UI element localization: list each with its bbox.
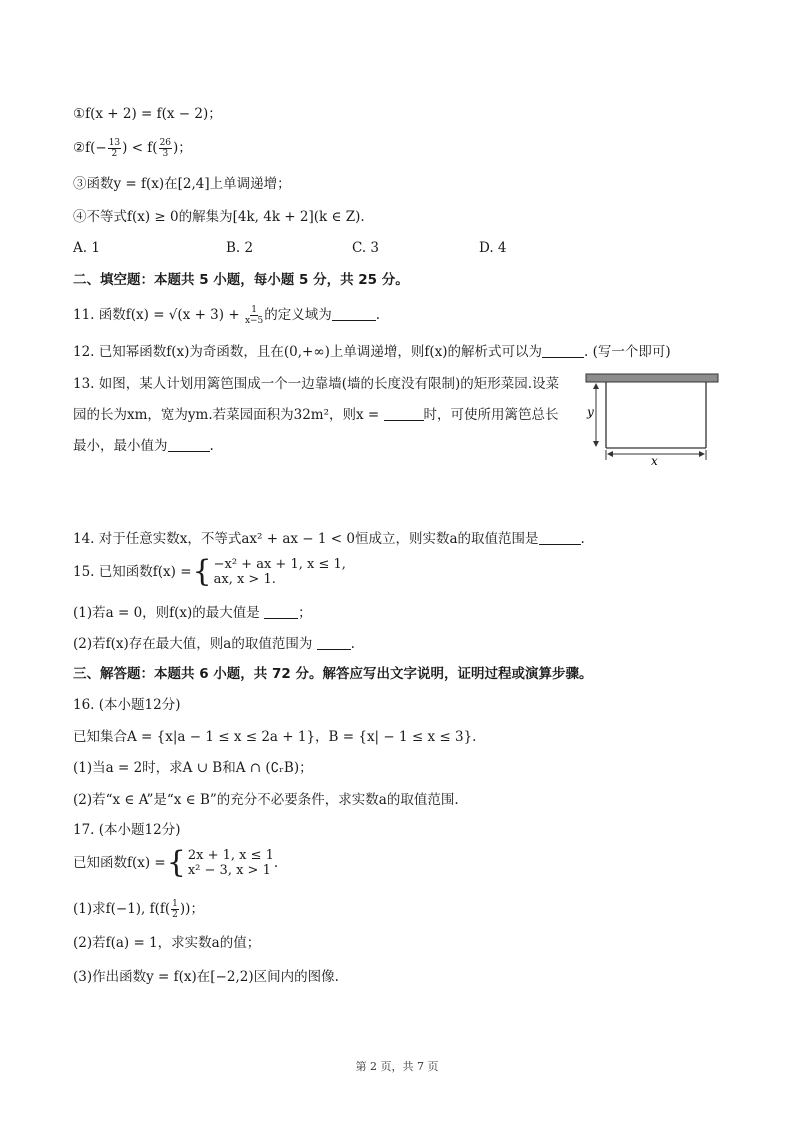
choice-b: B. 2 (226, 240, 254, 256)
choice-d: D. 4 (479, 240, 507, 256)
answer-blank (542, 357, 584, 358)
answer-blank (317, 649, 351, 650)
y-label: y (587, 405, 594, 419)
answer-blank (384, 420, 424, 421)
question-11: 11. 函数f(x) = √(x + 3) + $\frac{1}{x-5}$ 的定义域为 . (73, 305, 381, 326)
wall (586, 374, 718, 382)
statement-2: ②f(− $\frac{13}{2}$ ) < f( $\frac{26}{3}$ )； (73, 138, 192, 159)
answer-blank (168, 451, 210, 452)
question-16-part-1: (1)当a = 2时，求A ∪ B和A ∩ (∁ᵣB)； (73, 760, 313, 776)
question-15: 15. 已知函数f(x) = { −x² + ax + 1, x ≤ 1, ax, x > 1. (73, 553, 346, 589)
question-16-line-1: 已知集合A = {x|a − 1 ≤ x ≤ 2a + 1}，B = {x| − 1 ≤ x ≤ 3}. (73, 729, 477, 745)
section-heading-solutions: 三、解答题：本题共 6 小题，共 72 分。解答应写出文字说明，证明过程或演算步骤。 (73, 666, 593, 682)
question-17-part-1: (1)求f(−1), f(f( $\frac{1}{2}$ ))； (73, 899, 204, 920)
garden-figure (578, 370, 723, 465)
arrowhead (699, 451, 705, 457)
question-13-line-1: 13. 如图，某人计划用篱笆围成一个一边靠墙(墙的长度没有限制)的矩形菜园.设菜 (73, 376, 560, 392)
question-13-line-3: 最小，最小值为 . (73, 438, 214, 454)
arrowhead (607, 451, 613, 457)
x-label: x (651, 454, 658, 465)
choice-c: C. 3 (352, 240, 380, 256)
question-16-heading: 16. (本小题12分) (73, 697, 181, 713)
section-heading-fill-in: 二、填空题：本题共 5 小题，每小题 5 分，共 25 分。 (73, 272, 409, 288)
arrowhead (593, 383, 599, 389)
statement-3: ③函数y = f(x)在[2,4]上单调递增； (73, 176, 291, 192)
question-16-part-2: (2)若“x ∈ A”是“x ∈ B”的充分不必要条件，求实数a的取值范围. (73, 792, 459, 808)
statement-1: ①f(x + 2) = f(x − 2)； (73, 106, 222, 122)
answer-blank (539, 544, 581, 545)
question-17-part-3: (3)作出函数y = f(x)在[−2,2)区间内的图像. (73, 969, 339, 985)
fraction: $\frac{1}{x-5}$ (244, 305, 264, 326)
fraction: $\frac{1}{2}$ (172, 899, 178, 920)
choice-a: A. 1 (73, 240, 100, 256)
fraction: $\frac{26}{3}$ (159, 138, 172, 159)
question-14: 14. 对于任意实数x，不等式ax² + ax − 1 < 0恒成立，则实数a的取值范围是 . (73, 531, 585, 547)
brace: { (192, 553, 212, 589)
question-15-part-2: (2)若f(x)存在最大值，则a的取值范围为 . (73, 636, 355, 652)
brace: { (166, 844, 186, 880)
answer-blank (332, 320, 376, 321)
question-17-heading: 17. (本小题12分) (73, 822, 181, 838)
arrowhead (593, 441, 599, 447)
question-17-part-2: (2)若f(a) = 1，求实数a的值； (73, 935, 261, 951)
question-15-part-1: (1)若a = 0，则f(x)的最大值是 ； (73, 605, 312, 621)
fraction: $\frac{13}{2}$ (108, 138, 121, 159)
question-17-function: 已知函数f(x) = { 2x + 1, x ≤ 1 x² − 3, x > 1 . (73, 844, 279, 880)
answer-blank (264, 618, 298, 619)
page-footer: 第 2 页，共 7 页 (355, 1060, 439, 1073)
question-13-line-2: 园的长为xm，宽为ym.若菜园面积为32m²，则x = 时，可使所用篱笆总长 (73, 407, 559, 423)
question-12: 12. 已知幂函数f(x)为奇函数，且在(0,+∞)上单调递增，则f(x)的解析式可以为 . (写一个即可) (73, 344, 671, 360)
statement-4: ④不等式f(x) ≥ 0的解集为[4k, 4k + 2](k ∈ Z). (73, 209, 365, 225)
